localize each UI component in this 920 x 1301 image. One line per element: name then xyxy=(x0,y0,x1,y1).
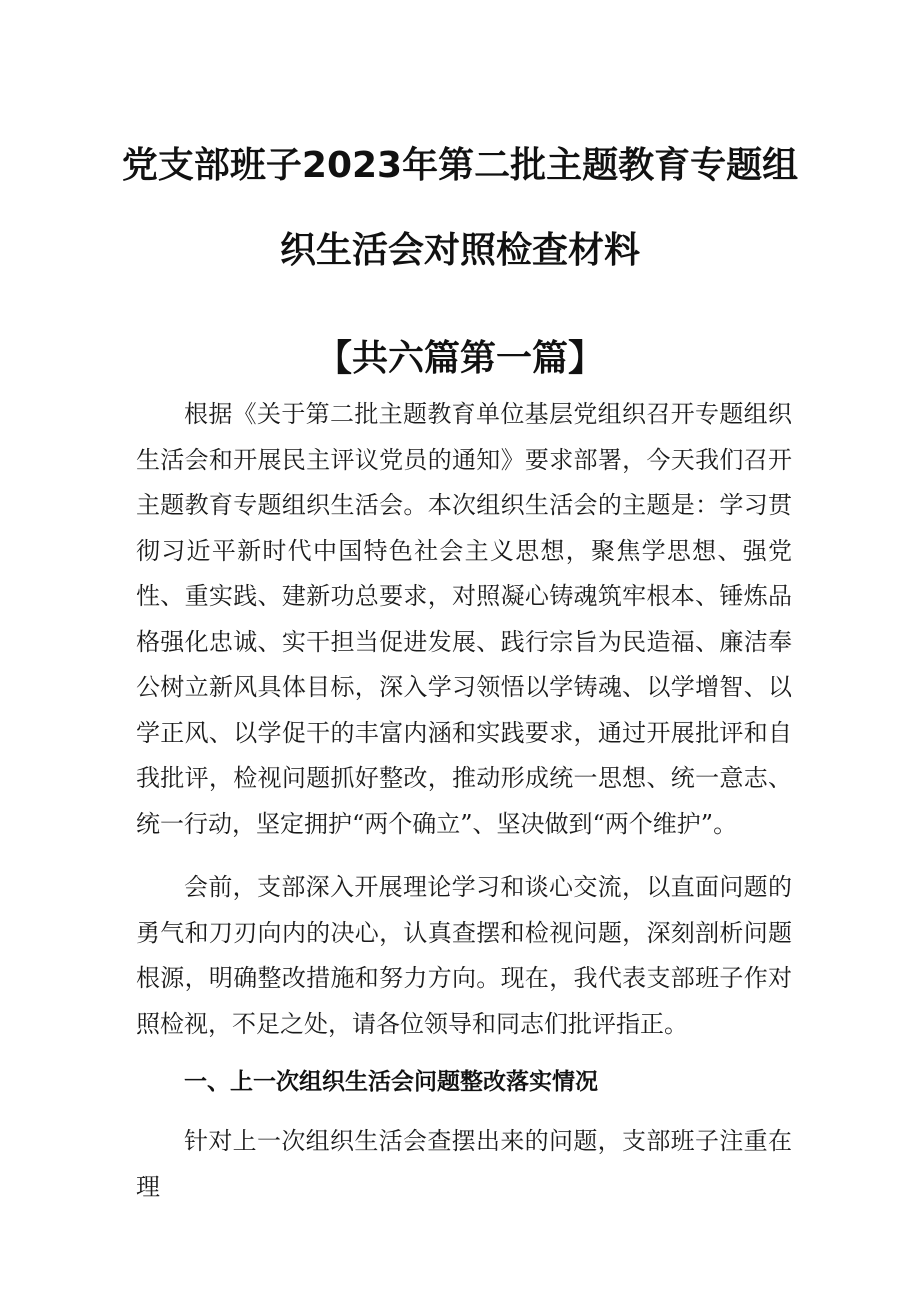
document-subtitle: 【共六篇第一篇】 xyxy=(315,338,604,379)
section-heading: 一、上一次组织生活会问题整改落实情况 xyxy=(184,1069,598,1095)
document-title-line-2: 织生活会对照检查材料 xyxy=(279,230,640,271)
section-paragraph: 针对上一次组织生活会查摆出来的问题，支部班子注重在理 xyxy=(136,1127,792,1201)
body-paragraph-1: 根据《关于第二批主题教育单位基层党组织召开专题组织生活会和开展民主评议党员的通知》要求部署，今天我们召开主题教育专题组织生活会。本次组织生活会的主题是：学习贯彻习近平新时代中国特色社会主义思想，聚焦学思想、强党性、重实践、建新功总要求，对照凝心铸魂筑牢根本、锤炼品格强化忠诚、实干担当促进发展、践行宗旨为民造福、廉洁奉公树立新风具体目标，深入学习领悟以学铸魂、以学增智、以学正风、以学促干的丰富内涵和实践要求，通过开展批评和自我批评，检视问题抓好整改，推动形成统一思想、统一意志、统一行动，坚定拥护“两个确立”、坚决做到“两个维护”。 xyxy=(136,400,792,838)
body-paragraph-2: 会前，支部深入开展理论学习和谈心交流，以直面问题的勇气和刀刃向内的决心，认真查摆和检视问题，深刻剖析问题根源，明确整改措施和努力方向。现在，我代表支部班子作对照检视，不足之处，请各位领导和同志们批评指正。 xyxy=(136,873,792,1038)
document-title-line-1: 党支部班子2023年第二批主题教育专题组 xyxy=(121,145,799,186)
